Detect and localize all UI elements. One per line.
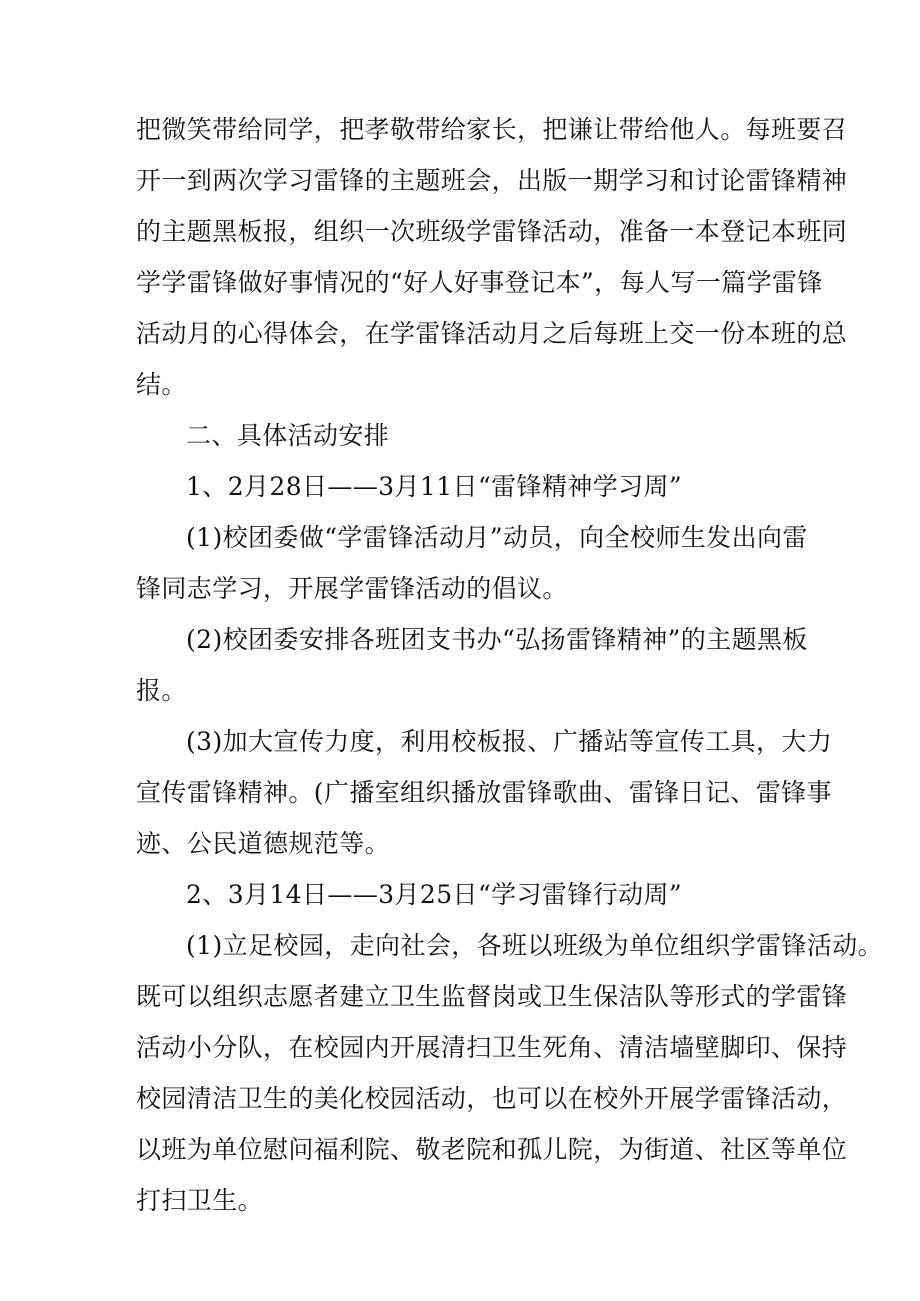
paragraph-line: 开一到两次学习雷锋的主题班会，出版一期学习和讨论雷锋精神 xyxy=(136,166,848,195)
subsection-heading: 2、3月14日——3月25日“学习雷锋行动周” xyxy=(186,880,683,909)
paragraph-line: 活动月的心得体会，在学雷锋活动月之后每班上交一份本班的总 xyxy=(136,319,848,348)
paragraph-line: 宣传雷锋精神。(广播室组织播放雷锋歌曲、雷锋日记、雷锋事 xyxy=(136,778,832,807)
section-heading: 二、具体活动安排 xyxy=(186,421,390,450)
list-item: (1)校团委做“学雷锋活动月”动员，向全校师生发出向雷 xyxy=(186,523,808,552)
subsection-heading: 1、2月28日——3月11日“雷锋精神学习周” xyxy=(186,472,683,501)
paragraph-line: 结。 xyxy=(136,370,187,399)
list-item: (3)加大宣传力度，利用校板报、广播站等宣传工具，大力 xyxy=(186,727,833,756)
paragraph-line: 校园清洁卫生的美化校园活动，也可以在校外开展学雷锋活动， xyxy=(136,1084,848,1113)
paragraph-line: 把微笑带给同学，把孝敬带给家长，把谦让带给他人。每班要召 xyxy=(136,115,848,144)
list-item: (1)立足校园，走向社会，各班以班级为单位组织学雷锋活动。 xyxy=(186,931,884,960)
paragraph-line: 锋同志学习，开展学雷锋活动的倡议。 xyxy=(136,574,568,603)
paragraph-line: 活动小分队，在校园内开展清扫卫生死角、清洁墙壁脚印、保持 xyxy=(136,1033,848,1062)
paragraph-line: 既可以组织志愿者建立卫生监督岗或卫生保洁队等形式的学雷锋 xyxy=(136,982,848,1011)
paragraph-line: 以班为单位慰问福利院、敬老院和孤儿院，为街道、社区等单位 xyxy=(136,1135,848,1164)
paragraph-line: 学学雷锋做好事情况的“好人好事登记本”，每人写一篇学雷锋 xyxy=(136,268,823,297)
paragraph-line: 的主题黑板报，组织一次班级学雷锋活动，准备一本登记本班同 xyxy=(136,217,848,246)
document-body xyxy=(136,104,884,1226)
paragraph-line: 迹、公民道德规范等。 xyxy=(136,829,391,858)
paragraph-line: 报。 xyxy=(136,676,187,705)
list-item: (2)校团委安排各班团支书办“弘扬雷锋精神”的主题黑板 xyxy=(186,625,808,654)
paragraph-line: 打扫卫生。 xyxy=(136,1186,264,1215)
